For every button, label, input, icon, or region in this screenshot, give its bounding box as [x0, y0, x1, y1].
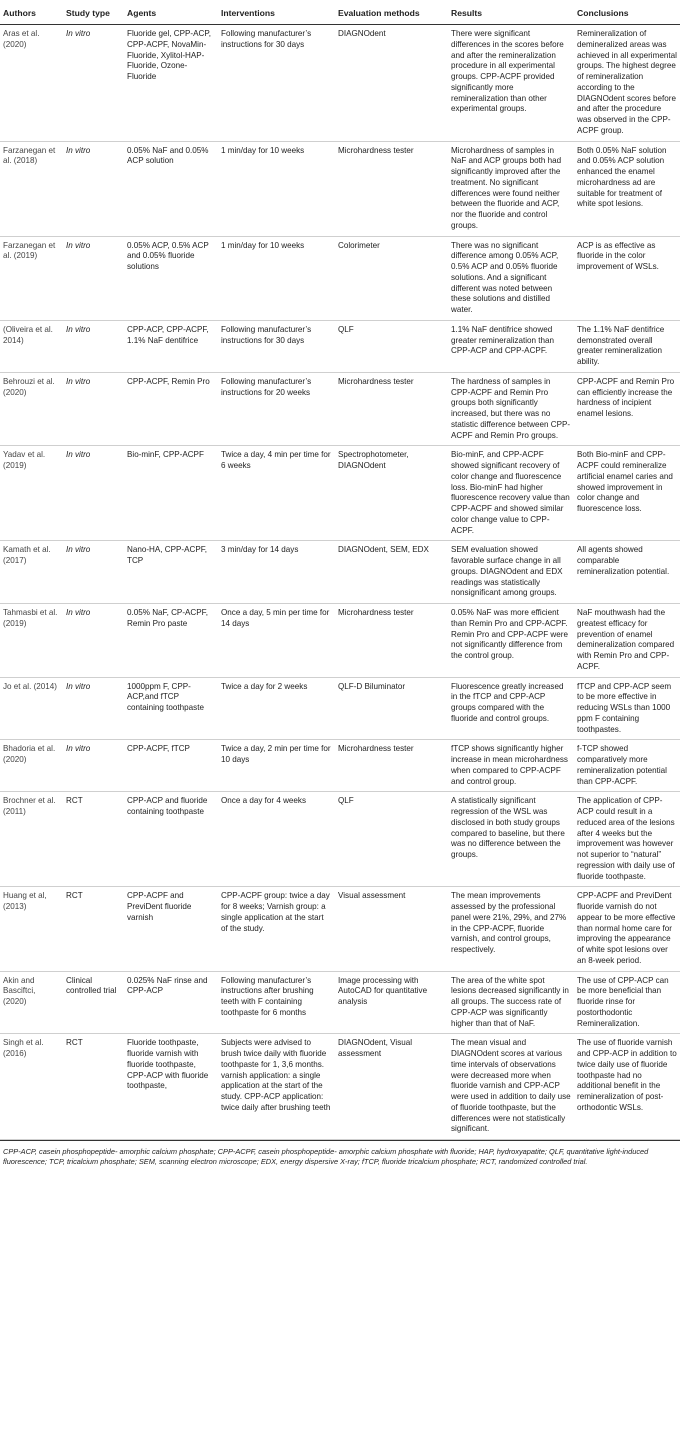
- conclusions-cell: The use of CPP-ACP can be more beneficial than fluoride rinse for postorthodontic Remineralization.: [574, 971, 680, 1034]
- conclusions-cell: ACP is as effective as fluoride in the color improvement of WSLs.: [574, 236, 680, 320]
- conclusions-cell: Both 0.05% NaF solution and 0.05% ACP solution enhanced the enamel microhardness ad are suitable for treatment of white spot lesions.: [574, 141, 680, 236]
- agents-cell: Nano-HA, CPP-ACPF, TCP: [124, 541, 218, 604]
- author-cell: Jo et al. (2014): [0, 677, 63, 740]
- study-type-cell: In vitro: [63, 320, 124, 372]
- agents-cell: CPP-ACPF and PreviDent fluoride varnish: [124, 887, 218, 971]
- interventions-cell: Once a day, 5 min per time for 14 days: [218, 604, 335, 678]
- agents-cell: 0.05% NaF and 0.05% ACP solution: [124, 141, 218, 236]
- header-study-type: Study type: [63, 0, 124, 25]
- interventions-cell: 1 min/day for 10 weeks: [218, 141, 335, 236]
- table-row: [0, 25, 680, 142]
- agents-cell: CPP-ACP and fluoride containing toothpaste: [124, 792, 218, 887]
- agents-cell: CPP-ACPF, fTCP: [124, 740, 218, 792]
- results-cell: Bio-minF, and CPP-ACPF showed significant recovery of color change and fluorescence loss. Bio-minF had higher fluorescence recovery value than CPP-ACPF and showed similar color change value to CPP-ACPF.: [448, 446, 574, 541]
- conclusions-cell: The application of CPP-ACP could result in a reduced area of the lesions after 4 weeks but the improvement was however not superior to “natural” regression with daily use of fluoride toothpaste.: [574, 792, 680, 887]
- conclusions-cell: Remineralization of demineralized areas was achieved in all experimental groups. The highest degree of remineralization according to the DIAGNOdent scores before and after the procedure was observed in the CPP-ACPF group.: [574, 25, 680, 142]
- evaluation-method-cell: QLF-D Biluminator: [335, 677, 448, 740]
- author-cell: Yadav et al. (2019): [0, 446, 63, 541]
- results-cell: There was no significant difference among 0.05% ACP, 0.5% ACP and 0.05% fluoride solutions. And a significant different was noted between these solutions and distilled water.: [448, 236, 574, 320]
- header-agents: Agents: [124, 0, 218, 25]
- table-row: [0, 541, 680, 604]
- study-type-cell: In vitro: [63, 740, 124, 792]
- agents-cell: Bio-minF, CPP-ACPF: [124, 446, 218, 541]
- results-cell: The mean improvements assessed by the professional panel were 21%, 29%, and 27% in the CPP-ACPF, fluoride varnish, and control groups, respectively.: [448, 887, 574, 971]
- agents-cell: CPP-ACP, CPP-ACPF, 1.1% NaF dentifrice: [124, 320, 218, 372]
- results-cell: The area of the white spot lesions decreased significantly in all groups. The success rate of CPP-ACP was significantly higher than that of NaF.: [448, 971, 574, 1034]
- table-row: [0, 141, 680, 236]
- interventions-cell: Twice a day, 4 min per time for 6 weeks: [218, 446, 335, 541]
- interventions-cell: Following manufacturer’s instructions after brushing teeth with F containing toothpaste for 6 months: [218, 971, 335, 1034]
- table-row: [0, 740, 680, 792]
- evaluation-method-cell: Microhardness tester: [335, 604, 448, 678]
- study-type-cell: RCT: [63, 1034, 124, 1140]
- conclusions-cell: All agents showed comparable remineralization potential.: [574, 541, 680, 604]
- study-type-cell: In vitro: [63, 236, 124, 320]
- author-cell: Kamath et al. (2017): [0, 541, 63, 604]
- evaluation-method-cell: QLF: [335, 792, 448, 887]
- evaluation-method-cell: Microhardness tester: [335, 740, 448, 792]
- author-cell: Farzanegan et al. (2019): [0, 236, 63, 320]
- evaluation-method-cell: Spectrophotometer, DIAGNOdent: [335, 446, 448, 541]
- results-cell: Fluorescence greatly increased in the fTCP and CPP-ACP groups compared with the fluoride and control groups.: [448, 677, 574, 740]
- study-type-cell: In vitro: [63, 604, 124, 678]
- table-row: [0, 446, 680, 541]
- author-cell: Farzanegan et al. (2018): [0, 141, 63, 236]
- study-type-cell: Clinical controlled trial: [63, 971, 124, 1034]
- agents-cell: 0.025% NaF rinse and CPP-ACP: [124, 971, 218, 1034]
- table-row: [0, 887, 680, 971]
- agents-cell: 1000ppm F, CPP-ACP,and fTCP containing toothpaste: [124, 677, 218, 740]
- table-body: [0, 25, 680, 1140]
- author-cell: (Oliveira et al. 2014): [0, 320, 63, 372]
- author-cell: Behrouzi et al. (2020): [0, 372, 63, 446]
- author-cell: Bhadoria et al. (2020): [0, 740, 63, 792]
- study-type-cell: RCT: [63, 792, 124, 887]
- results-cell: SEM evaluation showed favorable surface change in all groups. DIAGNOdent and EDX readings was statistically nonsignificant among groups.: [448, 541, 574, 604]
- results-cell: Microhardness of samples in NaF and ACP groups both had significantly improved after the treatment. No significant differences were found neither between the fluoride and ACP, nor the fluoride and control groups.: [448, 141, 574, 236]
- header-interventions: Interventions: [218, 0, 335, 25]
- conclusions-cell: Both Bio-minF and CPP-ACPF could remineralize artificial enamel caries and showed improvement in color change and fluorescence loss.: [574, 446, 680, 541]
- table-header: [0, 0, 680, 25]
- evaluation-method-cell: Microhardness tester: [335, 372, 448, 446]
- study-type-cell: In vitro: [63, 677, 124, 740]
- agents-cell: Fluoride gel, CPP-ACP, CPP-ACPF, NovaMin-Fluoride, Xylitol-HAP-Fluoride, Ozone-Fluoride: [124, 25, 218, 142]
- results-cell: 0.05% NaF was more efficient than Remin Pro and CPP-ACPF. Remin Pro and CPP-ACPF were not significantly difference from the control group.: [448, 604, 574, 678]
- header-evaluation-methods: Evaluation methods: [335, 0, 448, 25]
- interventions-cell: Following manufacturer’s instructions for 20 weeks: [218, 372, 335, 446]
- header-results: Results: [448, 0, 574, 25]
- author-cell: Tahmasbi et al. (2019): [0, 604, 63, 678]
- header-authors: Authors: [0, 0, 63, 25]
- agents-cell: Fluoride toothpaste, fluoride varnish with fluoride toothpaste, CPP-ACP with fluoride toothpaste,: [124, 1034, 218, 1140]
- evaluation-method-cell: Visual assessment: [335, 887, 448, 971]
- table-row: [0, 236, 680, 320]
- agents-cell: 0.05% NaF, CP-ACPF, Remin Pro paste: [124, 604, 218, 678]
- study-type-cell: In vitro: [63, 372, 124, 446]
- author-cell: Aras et al. (2020): [0, 25, 63, 142]
- interventions-cell: 3 min/day for 14 days: [218, 541, 335, 604]
- evaluation-method-cell: DIAGNOdent, Visual assessment: [335, 1034, 448, 1140]
- conclusions-cell: fTCP and CPP-ACP seem to be more effective in reducing WSLs than 1000 ppm F containing toothpastes.: [574, 677, 680, 740]
- table-row: [0, 604, 680, 678]
- table-row: [0, 320, 680, 372]
- results-cell: The mean visual and DIAGNOdent scores at various time intervals of observations were decreased more when fluoride varnish and CPP-ACP were used in addition to daily use of fluoride toothpaste, but the differences were not statistically significant.: [448, 1034, 574, 1140]
- conclusions-cell: CPP-ACPF and PreviDent fluoride varnish do not appear to be more effective than normal home care for improving the appearance of white spot lesions over an 8-week period.: [574, 887, 680, 971]
- conclusions-cell: NaF mouthwash had the greatest efficacy for prevention of enamel demineralization compared with Remin Pro and CPP-ACPF.: [574, 604, 680, 678]
- evaluation-method-cell: Colorimeter: [335, 236, 448, 320]
- results-cell: fTCP shows significantly higher increase in mean microhardness when compared to CPP-ACPF and control group.: [448, 740, 574, 792]
- conclusions-cell: The 1.1% NaF dentifrice demonstrated overall greater remineralization ability.: [574, 320, 680, 372]
- interventions-cell: Twice a day for 2 weeks: [218, 677, 335, 740]
- results-cell: There were significant differences in the scores before and after the remineralization procedure in all experimental groups. CPP-ACPF provided significantly more remineralization than other experimental groups.: [448, 25, 574, 142]
- conclusions-cell: CPP-ACPF and Remin Pro can efficiently increase the hardness of incipient enamel lesions.: [574, 372, 680, 446]
- table-row: [0, 971, 680, 1034]
- study-type-cell: In vitro: [63, 141, 124, 236]
- interventions-cell: 1 min/day for 10 weeks: [218, 236, 335, 320]
- evaluation-method-cell: QLF: [335, 320, 448, 372]
- study-type-cell: In vitro: [63, 25, 124, 142]
- study-type-cell: In vitro: [63, 541, 124, 604]
- interventions-cell: Following manufacturer’s instructions for 30 days: [218, 25, 335, 142]
- study-type-cell: In vitro: [63, 446, 124, 541]
- interventions-cell: Once a day for 4 weeks: [218, 792, 335, 887]
- interventions-cell: Subjects were advised to brush twice daily with fluoride toothpaste for 1, 3,6 months. varnish application: a single application at the start of the study. CPP-ACP application: twice daily after brushing teeth: [218, 1034, 335, 1140]
- results-cell: 1.1% NaF dentifrice showed greater remineralization than CPP-ACP and CPP-ACPF.: [448, 320, 574, 372]
- conclusions-cell: The use of fluoride varnish and CPP-ACP in addition to twice daily use of fluoride toothpaste had no additional benefit in the remineralization of post-orthodontic WSLs.: [574, 1034, 680, 1140]
- evaluation-method-cell: Image processing with AutoCAD for quantitative analysis: [335, 971, 448, 1034]
- results-cell: The hardness of samples in CPP-ACPF and Remin Pro groups both significantly increased, but there was no statistic difference between CPP-ACPF and Remin Pro groups.: [448, 372, 574, 446]
- header-conclusions: Conclusions: [574, 0, 680, 25]
- header-row: [0, 0, 680, 25]
- interventions-cell: Twice a day, 2 min per time for 10 days: [218, 740, 335, 792]
- author-cell: Akin and Basciftci, (2020): [0, 971, 63, 1034]
- interventions-cell: Following manufacturer’s instructions for 30 days: [218, 320, 335, 372]
- author-cell: Singh et al. (2016): [0, 1034, 63, 1140]
- table-row: [0, 792, 680, 887]
- table-row: [0, 1034, 680, 1140]
- study-type-cell: RCT: [63, 887, 124, 971]
- table-footnote: CPP-ACP, casein phosphopeptide- amorphic calcium phosphate; CPP-ACPF, casein phosphopeptide- amorphic calcium phosphate with fluoride; HAP, hydroxyapatite; QLF, quantitative light-induced fluorescence; TCP, tricalcium phosphate; SEM, scanning electron microscope; EDX, energy dispersive X-ray; fTCP, fluoride tricalcium phosphate; RCT, randomized controlled trial.: [0, 1140, 680, 1166]
- evaluation-method-cell: DIAGNOdent, SEM, EDX: [335, 541, 448, 604]
- author-cell: Brochner et al. (2011): [0, 792, 63, 887]
- agents-cell: CPP-ACPF, Remin Pro: [124, 372, 218, 446]
- results-cell: A statistically significant regression of the WSL was disclosed in both study groups compared to baseline, but there was no difference between the groups.: [448, 792, 574, 887]
- evaluation-method-cell: DIAGNOdent: [335, 25, 448, 142]
- table-row: [0, 372, 680, 446]
- conclusions-cell: f-TCP showed comparatively more remineralization potential than CPP-ACPF.: [574, 740, 680, 792]
- evaluation-method-cell: Microhardness tester: [335, 141, 448, 236]
- interventions-cell: CPP-ACPF group: twice a day for 8 weeks; Varnish group: a single application at the start of the study.: [218, 887, 335, 971]
- table-row: [0, 677, 680, 740]
- agents-cell: 0.05% ACP, 0.5% ACP and 0.05% fluoride solutions: [124, 236, 218, 320]
- author-cell: Huang et al, (2013): [0, 887, 63, 971]
